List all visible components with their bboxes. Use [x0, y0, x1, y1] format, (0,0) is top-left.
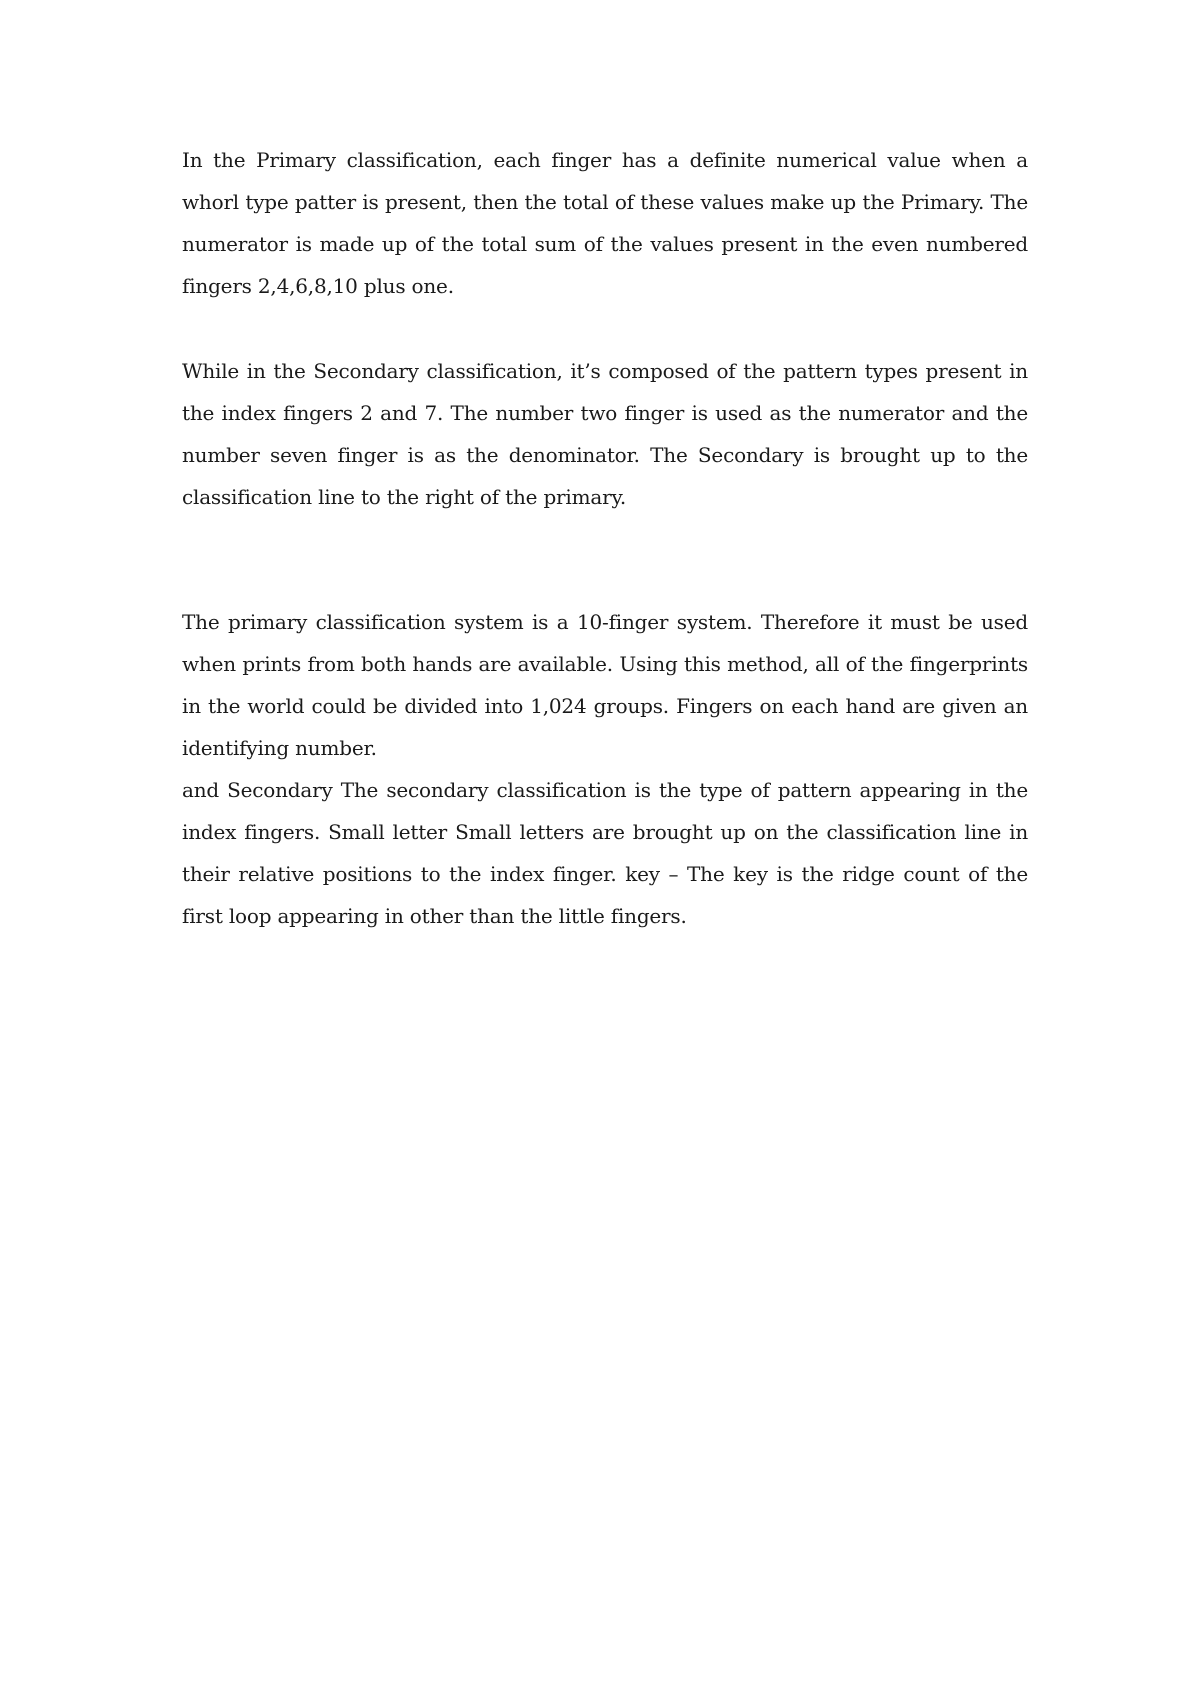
paragraph-secondary-classification: While in the Secondary classification, it’s composed of the pattern types present in the index fingers 2 and 7. The number two finger is used as the numerator and the number seven finger is as the denominator. The Secondary is brought up to the classification line to the right of the primary. — [182, 359, 1028, 509]
paragraph-secondary-and-key: and Secondary The secondary classification is the type of pattern appearing in the index fingers. Small letter Small letters are brought up on the classification line in their relative positions to the index finger. key – The key is the ridge count of the first loop appearing in other than the little fingers. — [182, 778, 1028, 928]
paragraph-ten-finger-system: The primary classification system is a 10-finger system. Therefore it must be used when prints from both hands are available. Using this method, all of the fingerprints in the world could be divided into 1,024 groups. Fingers on each hand are given an identifying number. — [182, 610, 1028, 760]
paragraph-primary-classification: In the Primary classification, each finger has a definite numerical value when a whorl type patter is present, then the total of these values make up the Primary. The numerator is made up of the total sum of the values present in the even numbered fingers 2,4,6,8,10 plus one. — [182, 148, 1028, 298]
